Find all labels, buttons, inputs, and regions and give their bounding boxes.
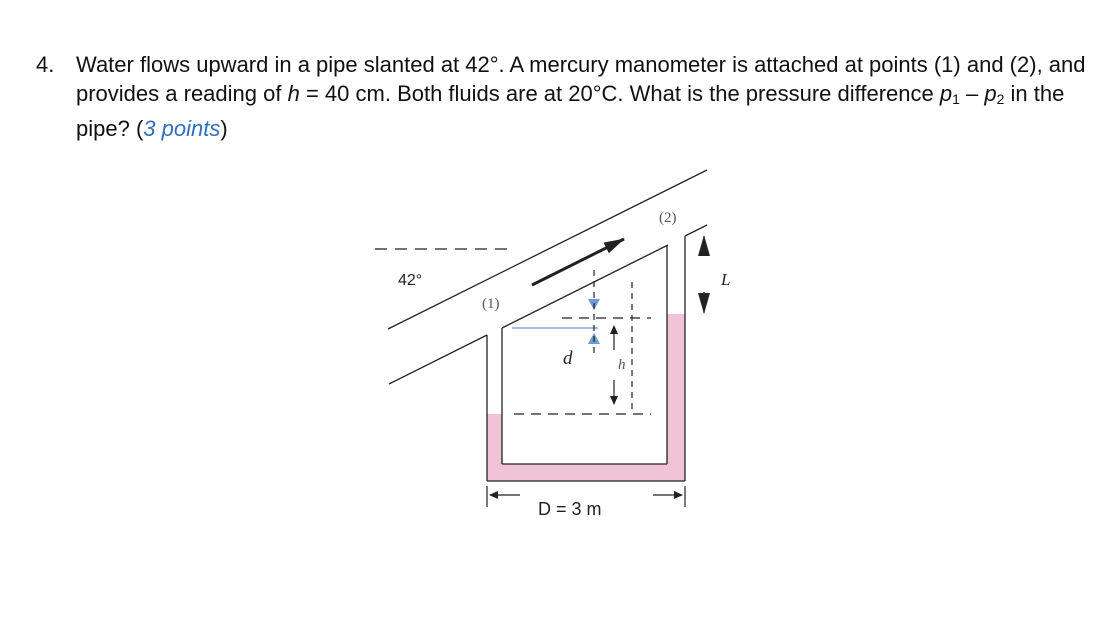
flow-arrow	[532, 239, 624, 285]
minus-sign: –	[959, 81, 985, 106]
p1-subscript: 1	[952, 91, 960, 107]
question-text-1: Water flows upward in a pipe slanted at 42°. A mercury manometer is attached at points (1) and (2), and provides a reading of	[76, 52, 1086, 106]
point-1-label: (1)	[482, 296, 500, 312]
L-label: L	[721, 270, 731, 289]
d-label: d	[563, 348, 573, 369]
mercury-fill	[487, 314, 685, 481]
h-label: h	[618, 357, 626, 373]
question-text-3: in the pipe? (	[76, 81, 1065, 141]
p1-symbol: p	[939, 81, 953, 106]
point-2-label: (2)	[659, 210, 677, 226]
angle-label: 42°	[398, 272, 423, 289]
p2-symbol: p	[984, 81, 997, 106]
points-label: 3 points	[143, 116, 221, 141]
question-number: 4.	[36, 52, 55, 77]
question-text-2: = 40 cm. Both fluids are at 20°C. What is the pressure difference	[305, 81, 934, 106]
D-label: D = 3 m	[538, 499, 602, 519]
manometer-tube	[487, 236, 685, 481]
question-text-4: )	[220, 116, 228, 141]
p2-subscript: 2	[996, 91, 1005, 107]
h-symbol: h	[287, 81, 300, 106]
